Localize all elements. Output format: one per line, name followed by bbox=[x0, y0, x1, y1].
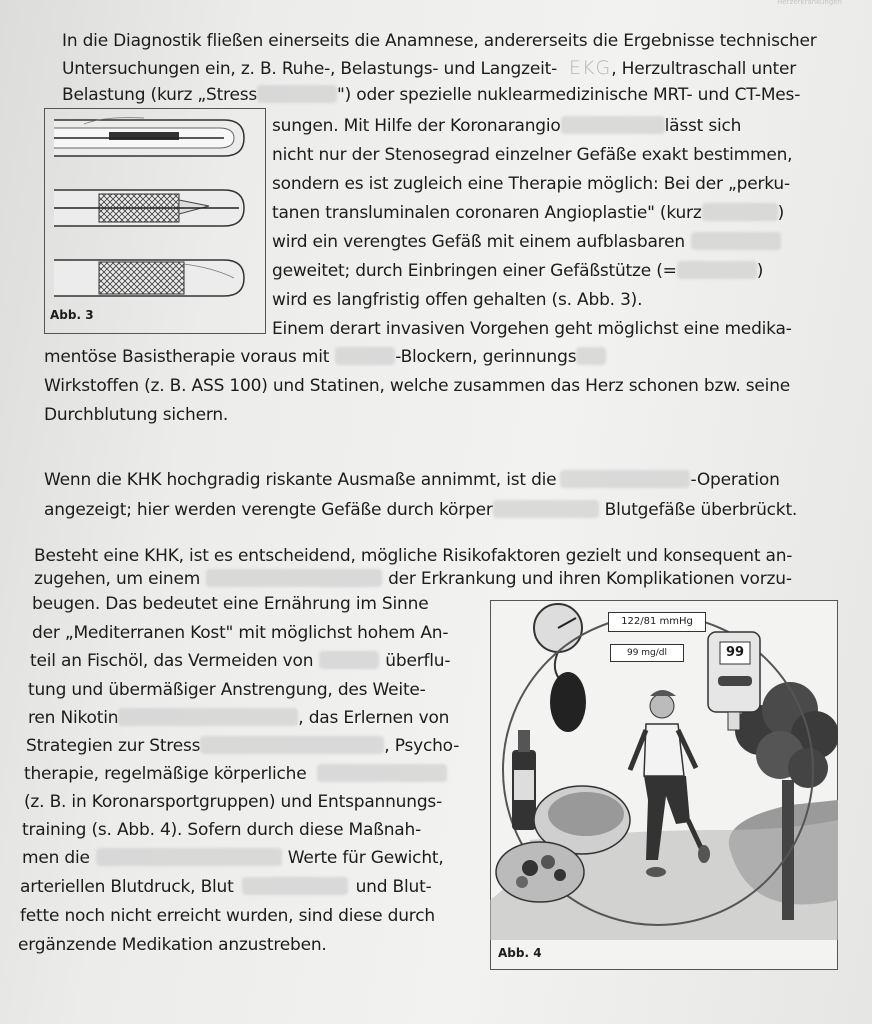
blank-field[interactable] bbox=[317, 764, 447, 782]
text: -Blockern, gerinnungs bbox=[395, 347, 577, 367]
text: nicht nur der Stenosegrad einzelner Gefäße exakt bestimmen, bbox=[272, 145, 793, 165]
vessel-stent-placed bbox=[54, 260, 244, 296]
text: (z. B. in Koronarsportgruppen) und Entspannungs- bbox=[24, 792, 443, 812]
text: Werte für Gewicht, bbox=[287, 848, 444, 868]
text: , Psycho- bbox=[384, 736, 460, 756]
s3-line-5 bbox=[30, 651, 450, 671]
text: mentöse Basistherapie voraus mit bbox=[44, 347, 330, 367]
text: teil an Fischöl, das Vermeiden von bbox=[30, 651, 314, 671]
s1-line-8 bbox=[272, 232, 781, 252]
text: , Herzultraschall unter bbox=[611, 59, 797, 79]
s1-line-2 bbox=[62, 58, 796, 79]
text: ") oder spezielle nuklearmedizinische MRT- und CT-Mes- bbox=[337, 85, 801, 105]
meter-display-text: 99 bbox=[725, 645, 745, 660]
text: zugehen, um einem bbox=[34, 569, 201, 589]
blank-field[interactable] bbox=[560, 470, 690, 488]
text: der Erkrankung und ihren Komplikationen vorzu- bbox=[388, 569, 792, 589]
s3-line-9 bbox=[24, 764, 447, 784]
s1-line-13 bbox=[44, 376, 790, 396]
meter-display bbox=[722, 644, 748, 662]
blank-field[interactable] bbox=[118, 708, 298, 726]
text: -Operation bbox=[690, 470, 780, 490]
blank-field[interactable] bbox=[702, 203, 778, 221]
bp-reading-label bbox=[608, 612, 706, 632]
text: Durchblutung sichern. bbox=[44, 405, 229, 425]
figure-3-caption: Abb. 3 bbox=[50, 308, 94, 322]
s2-line-2 bbox=[44, 500, 797, 520]
s3-line-15 bbox=[18, 935, 327, 955]
text: men die bbox=[22, 848, 90, 868]
s3-line-2 bbox=[34, 569, 792, 589]
s1-line-12 bbox=[44, 347, 606, 367]
s3-line-1 bbox=[34, 546, 792, 566]
blank-field[interactable] bbox=[206, 569, 382, 587]
glucose-reading-text: 99 mg/dl bbox=[626, 648, 668, 658]
figure-4-caption: Abb. 4 bbox=[498, 946, 542, 960]
s3-line-13 bbox=[20, 877, 432, 897]
s1-line-5 bbox=[272, 145, 792, 165]
s3-line-11 bbox=[22, 820, 421, 840]
s1-line-3 bbox=[62, 85, 800, 105]
text: Besteht eine KHK, ist es entscheidend, mögliche Risikofaktoren gezielt und konsequent an- bbox=[34, 546, 793, 566]
s1-line-1 bbox=[62, 31, 817, 51]
page-header-text: Herzerkrankungen bbox=[777, 0, 842, 6]
vessel-balloon bbox=[54, 118, 244, 156]
blank-field[interactable] bbox=[335, 347, 395, 365]
blank-field[interactable] bbox=[319, 651, 379, 669]
text: sungen. Mit Hilfe der Koronarangio bbox=[272, 116, 561, 136]
blank-field[interactable] bbox=[200, 736, 384, 754]
text: ) bbox=[777, 203, 784, 223]
text: tung und übermäßiger Anstrengung, des Weite- bbox=[28, 680, 426, 700]
s1-line-6 bbox=[272, 174, 790, 194]
text: beugen. Das bedeutet eine Ernährung im Sinne bbox=[32, 594, 429, 614]
text: und Blut- bbox=[355, 877, 432, 897]
text: Wenn die KHK hochgradig riskante Ausmaße annimmt, ist die bbox=[44, 470, 557, 490]
blank-field[interactable] bbox=[493, 500, 599, 518]
text: training (s. Abb. 4). Sofern durch diese Maßnah- bbox=[22, 820, 422, 840]
text: Untersuchungen ein, z. B. Ruhe-, Belastungs- und Langzeit- bbox=[62, 59, 558, 79]
s1-line-10 bbox=[272, 290, 642, 310]
text: Wirkstoffen (z. B. ASS 100) und Statinen, welche zusammen das Herz schonen bzw. seine bbox=[44, 376, 791, 396]
s3-line-14 bbox=[20, 906, 435, 926]
s1-line-7 bbox=[272, 203, 784, 223]
s1-line-4 bbox=[272, 116, 741, 136]
text: , das Erlernen von bbox=[298, 708, 450, 728]
text: Blutgefäße überbrückt. bbox=[604, 500, 798, 520]
figure-4 bbox=[490, 600, 838, 970]
page-header bbox=[642, 0, 842, 10]
s3-line-7 bbox=[28, 708, 449, 728]
s2-line-1 bbox=[44, 470, 780, 490]
glucose-reading-label bbox=[610, 644, 684, 662]
s3-line-12 bbox=[22, 848, 444, 868]
s3-line-3 bbox=[32, 594, 428, 614]
text: tanen transluminalen coronaren Angioplastie" (kurz bbox=[272, 203, 702, 223]
text: ) bbox=[756, 261, 764, 281]
text: fette noch nicht erreicht wurden, sind diese durch bbox=[20, 906, 435, 926]
text: der „Mediterranen Kost" mit möglichst hohem An- bbox=[32, 623, 449, 643]
text: In die Diagnostik fließen einerseits die Anamnese, andererseits die Ergebnisse technischer bbox=[62, 31, 817, 51]
s1-line-11 bbox=[272, 319, 792, 339]
handwritten-ekg: EKG bbox=[569, 57, 612, 79]
blank-field[interactable] bbox=[242, 877, 348, 895]
blank-field[interactable] bbox=[561, 116, 665, 134]
blank-field[interactable] bbox=[691, 232, 781, 250]
text: überflu- bbox=[385, 651, 451, 671]
text: sondern es ist zugleich eine Therapie möglich: Bei der „perku- bbox=[272, 174, 790, 194]
s1-line-9 bbox=[272, 261, 763, 281]
blank-field[interactable] bbox=[96, 848, 282, 866]
s1-line-14 bbox=[44, 405, 228, 425]
s3-line-6 bbox=[28, 680, 426, 700]
text: ren Nikotin bbox=[28, 708, 119, 728]
s3-line-8 bbox=[26, 736, 459, 756]
text: arteriellen Blutdruck, Blut bbox=[20, 877, 234, 897]
bp-reading-text: 122/81 mmHg bbox=[621, 616, 693, 627]
s3-line-10 bbox=[24, 792, 442, 812]
text: ergänzende Medikation anzustreben. bbox=[18, 935, 327, 955]
text: wird es langfristig offen gehalten (s. Abb. 3). bbox=[272, 290, 643, 310]
s3-line-4 bbox=[32, 623, 448, 643]
text: angezeigt; hier werden verengte Gefäße durch körper bbox=[44, 500, 493, 520]
text: Einem derart invasiven Vorgehen geht möglichst eine medika- bbox=[272, 319, 792, 339]
blank-field[interactable] bbox=[257, 85, 337, 103]
text: therapie, regelmäßige körperliche bbox=[24, 764, 307, 784]
vessel-stent-expand bbox=[54, 190, 244, 226]
text: wird ein verengtes Gefäß mit einem aufblasbaren bbox=[272, 232, 685, 252]
stent-illustration bbox=[44, 108, 266, 334]
text: Belastung (kurz „Stress bbox=[62, 85, 258, 105]
text: geweitet; durch Einbringen einer Gefäßstütze (= bbox=[272, 261, 677, 281]
figure-3 bbox=[44, 108, 266, 334]
text: Strategien zur Stress bbox=[26, 736, 201, 756]
blank-field[interactable] bbox=[677, 261, 757, 279]
text: lässt sich bbox=[664, 116, 742, 136]
blank-field[interactable] bbox=[576, 347, 606, 365]
